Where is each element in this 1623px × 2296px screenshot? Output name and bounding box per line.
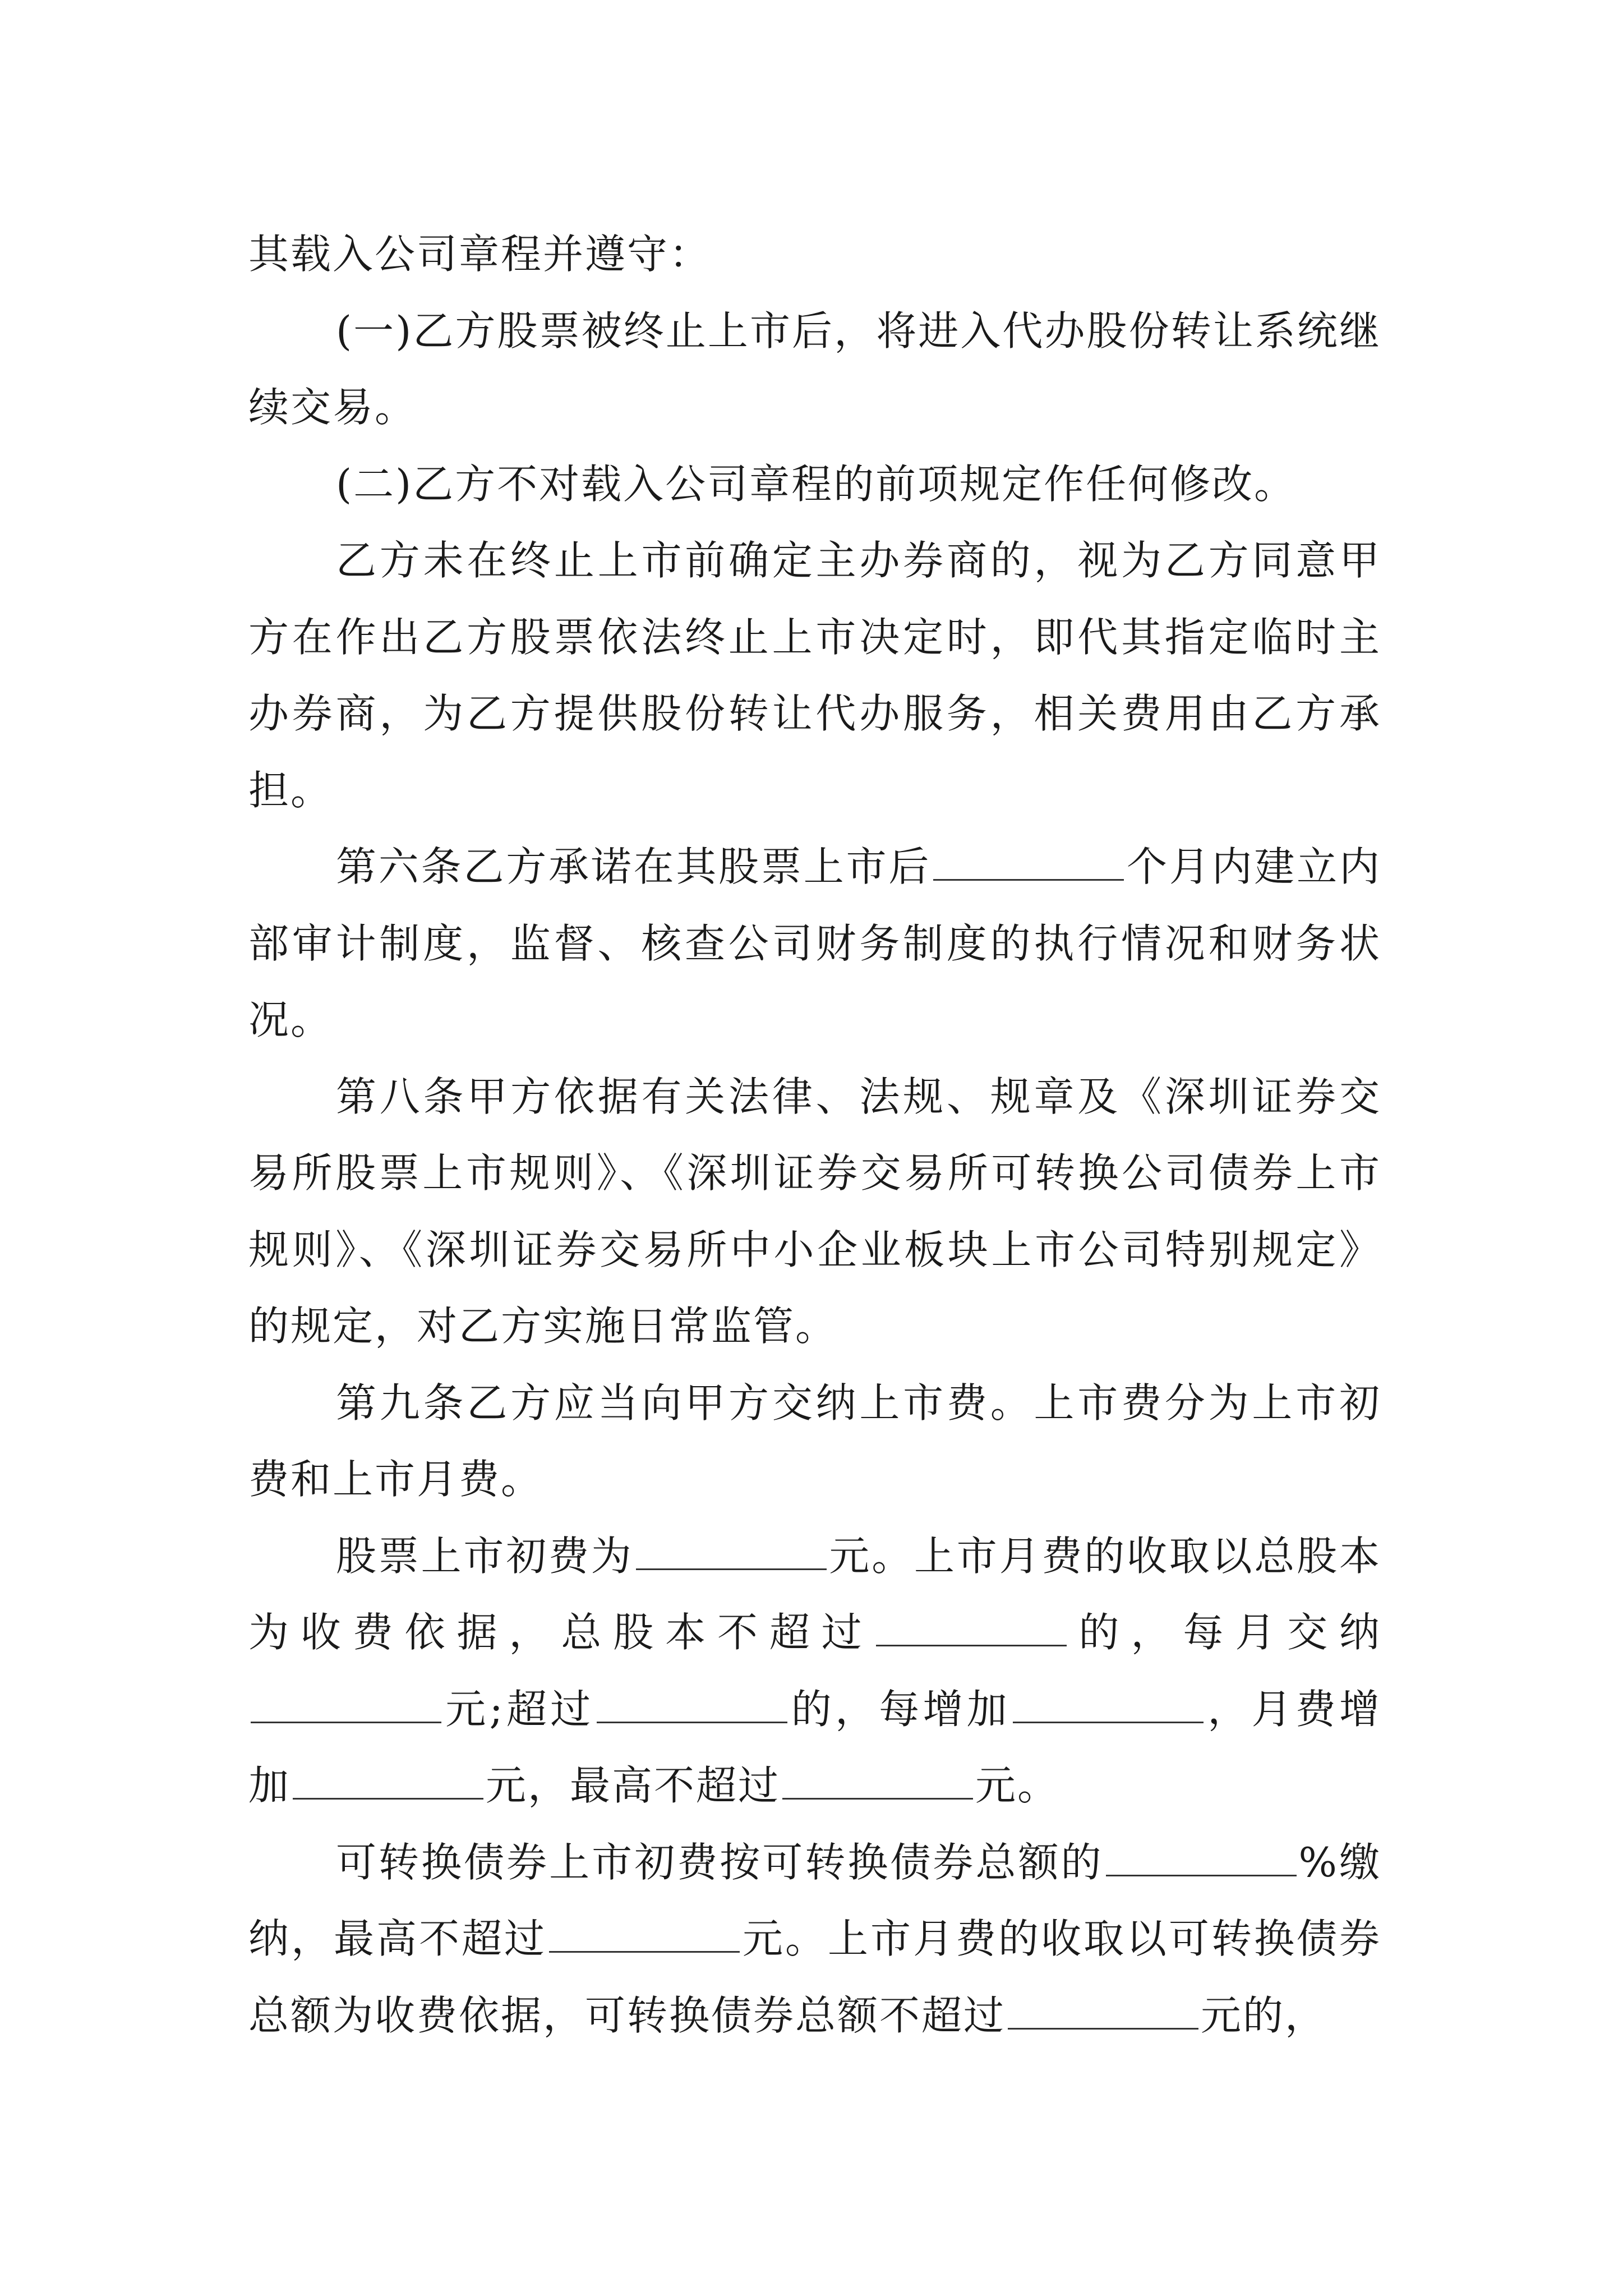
paragraph [248, 1518, 1381, 1824]
paragraph-text: 元的， [1201, 1991, 1327, 2039]
paragraph-text: 的，每增加 [789, 1685, 1011, 1733]
paragraph-text: (一)乙方股票被终止上市后，将进入代办股份转让系统继续交易。 [248, 307, 1381, 431]
paragraph-text: 元。 [975, 1762, 1060, 1809]
document-page [248, 216, 1381, 2054]
blank-line [1008, 1983, 1198, 2030]
paragraph-text: 元。上市月费的收取以总股本为收费依据，总股本不超过 [248, 1532, 1381, 1656]
blank-line [1106, 1830, 1297, 1876]
paragraph-text: 元，最高不超过 [486, 1762, 781, 1809]
blank-line [251, 1677, 441, 1723]
paragraph [248, 216, 1381, 293]
blank-line [293, 1753, 483, 1800]
blank-line [782, 1753, 973, 1800]
paragraph [248, 1365, 1381, 1518]
paragraph-text: 元。上市月费的收取以可转换债券总额为收费依据，可转换债券总额不超过 [248, 1915, 1381, 2039]
paragraph-text: 第六条乙方承诺在其股票上市后 [336, 843, 932, 890]
paragraph [248, 1824, 1381, 2054]
blank-line [549, 1906, 740, 1953]
paragraph-text: 股票上市初费为 [336, 1532, 634, 1580]
paragraph [248, 293, 1381, 446]
paragraph-text: 的，每月交纳 [1068, 1609, 1381, 1656]
paragraph-text: 第九条乙方应当向甲方交纳上市费。上市费分为上市初费和上市月费。 [248, 1379, 1381, 1503]
paragraph [248, 446, 1381, 523]
paragraph [248, 522, 1381, 829]
blank-line [933, 834, 1124, 881]
paragraph-text: (二)乙方不对载入公司章程的前项规定作任何修改。 [336, 460, 1297, 508]
blank-line [876, 1600, 1067, 1646]
blank-line [636, 1524, 827, 1570]
paragraph-text: 个月内建立内部审计制度，监督、核查公司财务制度的执行情况和财务状况。 [248, 843, 1381, 1043]
paragraph-text: 乙方未在终止上市前确定主办券商的，视为乙方同意甲方在作出乙方股票依法终止上市决定时，即代其指定临时主办券商，为乙方提供股份转让代办服务，相关费用由乙方承担。 [248, 537, 1381, 814]
paragraph [248, 829, 1381, 1059]
blank-line [597, 1677, 787, 1723]
paragraph-text: ，月费增加 [248, 1685, 1381, 1809]
paragraph-text: 其载入公司章程并遵守： [248, 231, 712, 278]
paragraph [248, 1059, 1381, 1365]
paragraph-text: 第八条甲方依据有关法律、法规、规章及《深圳证券交易所股票上市规则》、《深圳证券交易所可转换公司债券上市规则》、《深圳证券交易所中小企业板块上市公司特别规定》的规定，对乙方实施日常监管。 [248, 1073, 1381, 1350]
paragraph-text: 元;超过 [444, 1685, 594, 1733]
paragraph-text: %缴纳，最高不超过 [248, 1838, 1381, 1962]
paragraph-text: 可转换债券上市初费按可转换债券总额的 [336, 1838, 1104, 1886]
blank-line [1013, 1677, 1204, 1723]
